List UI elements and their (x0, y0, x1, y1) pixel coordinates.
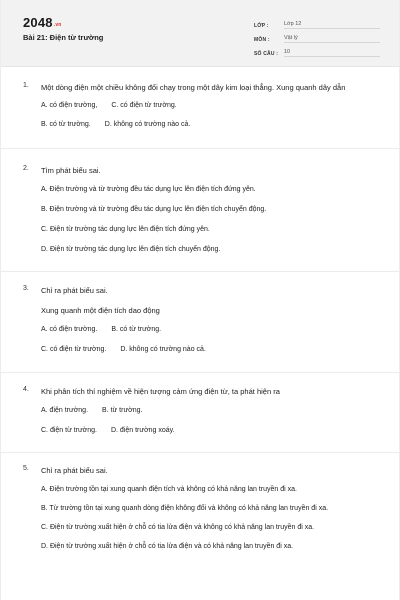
question-1 (1, 76, 400, 149)
option-b[interactable]: B. Từ trường tồn tại xung quanh dòng điện không đổi và không có khả năng lan truyền đi xa. (41, 505, 329, 512)
question-text: Khi phân tích thí nghiệm về hiện tượng cảm ứng điện từ, ta phát hiện ra (41, 387, 280, 396)
logo-tld: .vn (53, 22, 62, 28)
option-row (41, 406, 381, 416)
question-5 (1, 453, 400, 558)
question-number: 2. (23, 165, 29, 172)
question-text: Chỉ ra phát biểu sai. (41, 286, 108, 295)
option-c[interactable]: C. Điện từ trường xuất hiện ở chỗ có tia lửa điện và không có khả năng lan truyền đi xa. (41, 524, 315, 531)
option-a[interactable]: A. Điện trường và từ trường đều tác dụng lực lên điện tích đứng yên. (41, 186, 256, 193)
option-c[interactable]: C. điện từ trường. (41, 427, 97, 434)
option-b[interactable]: B. có từ trường. (111, 326, 162, 333)
question-subtext: Xung quanh một điện tích dao động (41, 306, 160, 315)
meta-row-class (254, 15, 380, 29)
logo-text: 2048 (23, 15, 53, 30)
option-d[interactable]: D. điện trường xoáy. (110, 427, 175, 434)
question-text: Chỉ ra phát biểu sai. (41, 466, 108, 475)
question-number: 3. (23, 285, 29, 292)
meta-fields (254, 15, 380, 57)
option-b[interactable]: B. Điện trường và từ trường đều tác dụng lực lên điện tích chuyển động. (41, 206, 267, 213)
meta-value-class: Lớp 12 (284, 21, 380, 29)
option-d[interactable]: D. Điện từ trường tác dụng lực lên điện tích chuyển động. (41, 246, 221, 253)
meta-value-subject: Vật lý (284, 35, 380, 43)
option-a[interactable]: A. có điện trường, (41, 102, 98, 109)
question-4 (1, 373, 400, 453)
lesson-title: Bài 21: Điện từ trường (23, 33, 104, 42)
option-d[interactable]: D. không có trường nào cả. (104, 121, 191, 128)
option-b[interactable]: B. từ trường. (102, 407, 143, 414)
option-row (41, 325, 381, 335)
option-a[interactable]: A. điện trường. (41, 407, 89, 414)
question-list (1, 76, 400, 558)
header-divider (1, 66, 400, 67)
meta-label-count: SỐ CÂU : (254, 51, 279, 57)
question-number: 1. (23, 82, 29, 89)
option-c[interactable]: C. có điện từ trường. (41, 346, 107, 353)
meta-label-class: LỚP : (254, 23, 269, 29)
option-d[interactable]: D. không có trường nào cả. (120, 346, 206, 353)
meta-value-count: 10 (284, 49, 380, 57)
meta-label-subject: MÔN : (254, 37, 270, 43)
site-logo[interactable] (23, 15, 62, 30)
question-text: Tìm phát biểu sai. (41, 166, 101, 175)
option-b[interactable]: B. có từ trường. (41, 121, 91, 128)
question-3 (1, 272, 400, 373)
option-row (41, 345, 381, 355)
option-row (41, 426, 381, 436)
meta-row-count (254, 43, 380, 57)
meta-row-subject (254, 29, 380, 43)
question-text: Một dòng điện một chiều không đổi chạy trong một dây kim loại thẳng. Xung quanh dây dẫn (41, 83, 346, 92)
worksheet-header (1, 0, 399, 66)
option-c[interactable]: C. Điện từ trường tác dụng lực lên điện tích đứng yên. (41, 226, 210, 233)
option-c[interactable]: C. có điện từ trường. (111, 102, 177, 109)
option-d[interactable]: D. Điện từ trường xuất hiện ở chỗ có tia lửa điện và có khả năng lan truyền đi xa. (41, 543, 294, 550)
question-number: 4. (23, 386, 29, 393)
option-a[interactable]: A. có điện trường. (41, 326, 98, 333)
question-number: 5. (23, 465, 29, 472)
option-a[interactable]: A. Điện trường tồn tại xung quanh điện tích và không có khả năng lan truyền đi xa. (41, 486, 297, 493)
question-2 (1, 149, 400, 272)
option-row (41, 101, 381, 111)
option-row (41, 120, 381, 130)
